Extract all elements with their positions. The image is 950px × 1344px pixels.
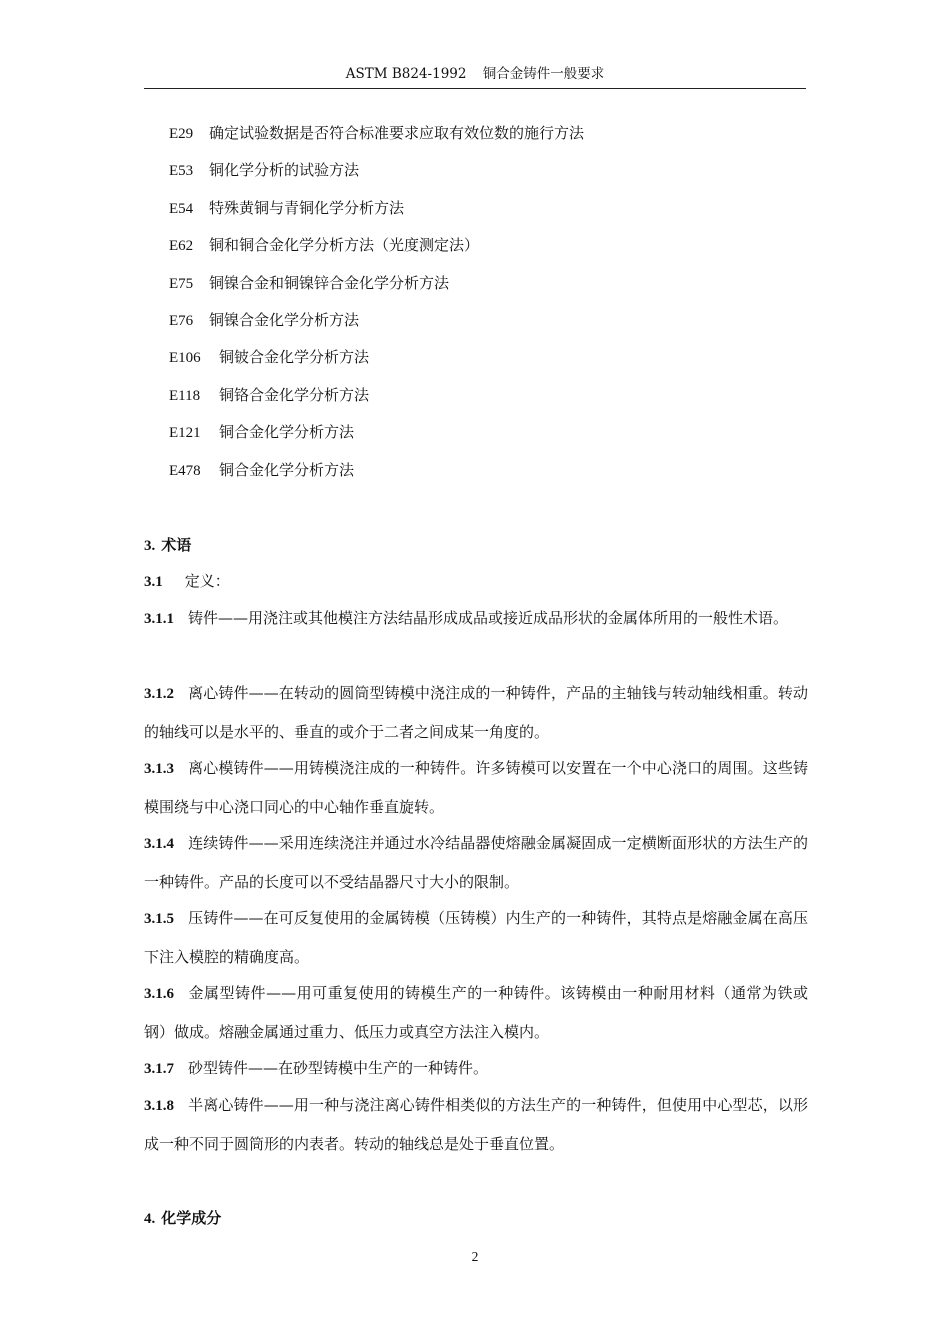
- definition-text: 半离心铸件——用一种与浇注离心铸件相类似的方法生产的一种铸件，但使用中心型芯，以形成一种不同于圆筒形的内表者。转动的轴线总是处于垂直位置。: [144, 1096, 808, 1153]
- definition-3-1-6: [144, 975, 808, 1051]
- definition-text: 金属型铸件——用可重复使用的铸模生产的一种铸件。该铸模由一种耐用材料（通常为铁或钢）做成。熔融金属通过重力、低压力或真空方法注入模内。: [144, 984, 808, 1041]
- definition-3-1-5: [144, 900, 808, 976]
- reference-text: 铜镍合金化学分析方法: [209, 310, 360, 329]
- reference-code: E54: [169, 200, 194, 217]
- section-4-title: 化学成分: [161, 1209, 222, 1227]
- section-3-title: 术语: [161, 536, 192, 554]
- definition-number: 3.1.6: [144, 986, 174, 1002]
- reference-text: 铜化学分析的试验方法: [209, 161, 360, 180]
- definition-3-1: [144, 563, 808, 602]
- definition-number: 3.1.2: [144, 686, 174, 702]
- reference-item: [169, 158, 809, 195]
- reference-code: E53: [169, 163, 194, 180]
- definition-text: 铸件——用浇注或其他模注方法结晶形成成品或接近成品形状的金属体所用的一般性术语。: [188, 609, 789, 627]
- reference-text: 铜合金化学分析方法: [219, 423, 355, 442]
- definition-3-1-4: [144, 825, 808, 901]
- definition-text: 离心铸件——在转动的圆筒型铸模中浇注成的一种铸件，产品的主轴钱与转动轴线相重。转动的轴线可以是水平的、垂直的或介于二者之间成某一角度的。: [144, 684, 808, 741]
- page-header: [144, 66, 806, 89]
- definition-number: 3.1.3: [144, 761, 174, 777]
- reference-item: [169, 345, 809, 382]
- definition-number: 3.1.8: [144, 1098, 174, 1114]
- definition-3-1-3: [144, 750, 808, 826]
- definition-text: 离心模铸件——用铸模浇注成的一种铸件。许多铸模可以安置在一个中心浇口的周围。这些铸模围绕与中心浇口同心的中心轴作垂直旋转。: [144, 759, 808, 816]
- header-title: 铜合金铸件一般要求: [482, 66, 605, 82]
- reference-item: [169, 196, 809, 233]
- reference-list: [169, 121, 809, 495]
- reference-code: E76: [169, 312, 194, 329]
- page-number: 2: [471, 1249, 479, 1264]
- definition-text: 压铸件——在可反复使用的金属铸模（压铸模）内生产的一种铸件，其特点是熔融金属在高压下注入模腔的精确度高。: [144, 909, 808, 966]
- reference-text: 铜合金化学分析方法: [219, 460, 355, 479]
- reference-text: 铜铬合金化学分析方法: [219, 385, 370, 404]
- reference-text: 特殊黄铜与青铜化学分析方法: [209, 198, 405, 217]
- definition-number: 3.1.1: [144, 611, 174, 627]
- definition-number: 3.1: [144, 574, 163, 590]
- section-3-heading: [144, 534, 191, 555]
- reference-item: [169, 121, 809, 158]
- definition-text: 连续铸件——采用连续浇注并通过水冷结晶器使熔融金属凝固成一定横断面形状的方法生产的一种铸件。产品的长度可以不受结晶器尺寸大小的限制。: [144, 834, 808, 891]
- header-standard: ASTM B824-1992: [345, 66, 467, 82]
- definition-3-1-7: [144, 1050, 808, 1089]
- section-4-number: 4.: [144, 1211, 156, 1227]
- reference-text: 铜和铜合金化学分析方法（光度测定法）: [209, 236, 480, 255]
- reference-code: E75: [169, 275, 194, 292]
- section-3-number: 3.: [144, 538, 156, 554]
- definition-3-1-2: [144, 675, 808, 751]
- definition-3-1-8: [144, 1087, 808, 1163]
- reference-text: 确定试验数据是否符合标准要求应取有效位数的施行方法: [209, 124, 585, 142]
- definition-3-1-1: [144, 600, 808, 639]
- reference-code: E118: [169, 387, 201, 404]
- reference-item: [169, 271, 809, 308]
- reference-code: E62: [169, 238, 194, 255]
- reference-code: E29: [169, 126, 194, 142]
- reference-item: [169, 233, 809, 270]
- reference-item: [169, 458, 809, 495]
- reference-text: 铜铍合金化学分析方法: [219, 348, 370, 367]
- definition-number: 3.1.7: [144, 1061, 174, 1077]
- reference-item: [169, 383, 809, 420]
- reference-code: E478: [169, 462, 201, 479]
- definition-text: 砂型铸件——在砂型铸模中生产的一种铸件。: [188, 1059, 489, 1077]
- reference-item: [169, 420, 809, 457]
- definition-text: 定义：: [184, 572, 230, 590]
- section-4-heading: [144, 1207, 221, 1228]
- definition-number: 3.1.4: [144, 836, 174, 852]
- reference-item: [169, 308, 809, 345]
- definition-number: 3.1.5: [144, 911, 174, 927]
- reference-text: 铜镍合金和铜镍锌合金化学分析方法: [209, 273, 450, 292]
- reference-code: E106: [169, 350, 201, 367]
- reference-code: E121: [169, 425, 201, 442]
